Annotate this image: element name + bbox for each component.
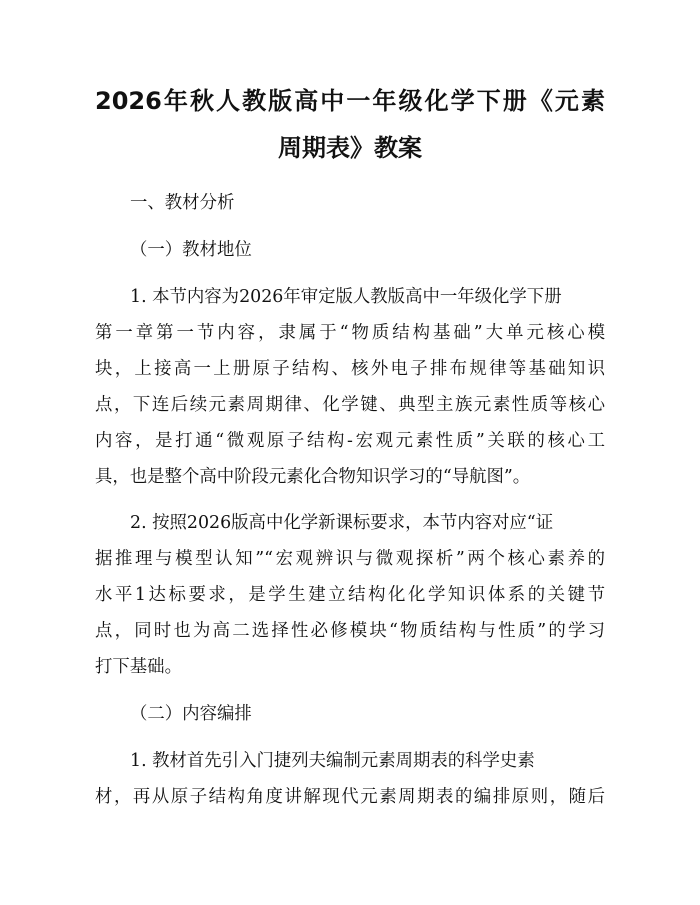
paragraph-line: 材，再从原子结构角度讲解现代元素周期表的编排原则，随后 [95, 787, 605, 807]
document-title-line-2: 周期表》教案 [278, 134, 422, 162]
paragraph-line: 2. 按照2026版高中化学新课标要求，本节内容对应“证 [130, 513, 554, 533]
section-heading: 一、教材分析 [130, 193, 235, 213]
paragraph-line: 据推理与模型认知”“宏观辨识与微观探析”两个核心素养的 [95, 549, 605, 569]
paragraph-line: 内容，是打通“微观原子结构-宏观元素性质”关联的核心工 [95, 431, 605, 451]
paragraph-line: 水平1达标要求，是学生建立结构化化学知识体系的关键节 [95, 585, 605, 605]
document-title-line-1: 2026年秋人教版高中一年级化学下册《元素 [95, 87, 605, 115]
paragraph-line: 具，也是整个高中阶段元素化合物知识学习的“导航图”。 [95, 467, 531, 487]
paragraph-line: 块，上接高一上册原子结构、核外电子排布规律等基础知识 [95, 359, 605, 379]
paragraph-line: 打下基础。 [95, 657, 182, 677]
subsection-heading: （一）教材地位 [130, 240, 252, 260]
paragraph-line: 第一章第一节内容，隶属于“物质结构基础”大单元核心模 [95, 323, 605, 343]
paragraph-line: 1. 本节内容为2026年审定版人教版高中一年级化学下册 [130, 287, 562, 307]
paragraph-line: 点，同时也为高二选择性必修模块“物质结构与性质”的学习 [95, 621, 605, 641]
paragraph-line: 点，下连后续元素周期律、化学键、典型主族元素性质等核心 [95, 395, 605, 415]
paragraph-line: 1. 教材首先引入门捷列夫编制元素周期表的科学史素 [130, 751, 535, 771]
subsection-heading: （二）内容编排 [130, 704, 252, 724]
